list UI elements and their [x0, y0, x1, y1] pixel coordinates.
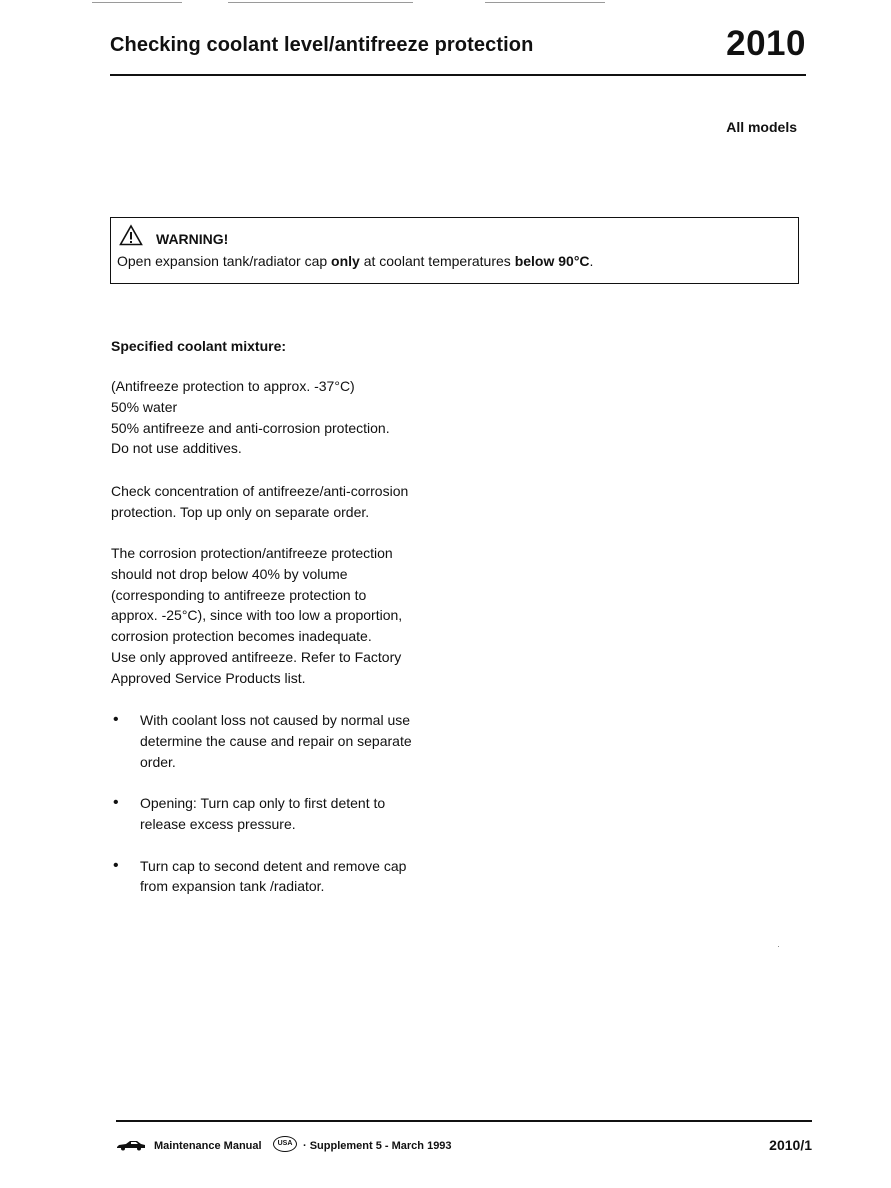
- footer-supplement: · Supplement 5 - March 1993: [303, 1140, 452, 1152]
- paragraph-line: corrosion protection becomes inadequate.: [111, 628, 372, 645]
- bullet-item: [111, 710, 412, 772]
- spec-line: Do not use additives.: [111, 440, 242, 457]
- bullet-icon: •: [113, 856, 119, 874]
- bullet-line: With coolant loss not caused by normal use: [140, 712, 411, 728]
- check-concentration-paragraph: [111, 481, 408, 523]
- warning-heading: WARNING!: [156, 231, 229, 247]
- header-divider: [110, 74, 806, 76]
- warning-text-part: .: [589, 253, 594, 269]
- bullet-line: determine the cause and repair on separate: [140, 732, 412, 749]
- page-footer: [116, 1136, 812, 1156]
- paragraph-line: approx. -25°C), since with too low a proportion,: [111, 607, 403, 624]
- spec-heading: Specified coolant mixture:: [111, 338, 287, 354]
- paragraph-line: Check concentration of antifreeze/anti-corrosion: [111, 483, 409, 499]
- footer-divider: [116, 1120, 812, 1122]
- page-title: Checking coolant level/antifreeze protection: [110, 34, 534, 56]
- warning-text-part: at coolant temperatures: [359, 253, 515, 269]
- bullet-icon: •: [113, 711, 119, 728]
- paragraph-line: The corrosion protection/antifreeze protection: [111, 545, 393, 561]
- scan-mark: [92, 2, 182, 3]
- spec-line: 50% antifreeze and anti-corrosion protection.: [111, 419, 390, 436]
- warning-triangle-icon: [119, 224, 143, 246]
- paragraph-line: should not drop below 40% by volume: [111, 565, 348, 582]
- spec-line: 50% water: [111, 398, 178, 415]
- page-number: 2010/1: [769, 1137, 812, 1153]
- warning-box: [110, 217, 799, 284]
- warning-text-part: Open expansion tank/radiator cap: [117, 253, 332, 269]
- scan-speck: [778, 946, 779, 947]
- scan-mark: [228, 2, 413, 3]
- paragraph-line: (corresponding to antifreeze protection to: [111, 586, 367, 603]
- spec-line: (Antifreeze protection to approx. -37°C): [111, 378, 355, 394]
- section-number: 2010: [726, 24, 806, 63]
- bullet-line: from expansion tank /radiator.: [140, 878, 325, 895]
- paragraph-line: Use only approved antifreeze. Refer to Factory: [111, 648, 402, 665]
- spec-mixture-block: [111, 376, 390, 459]
- paragraph-line: protection. Top up only on separate order.: [111, 503, 370, 520]
- corrosion-protection-paragraph: [111, 543, 402, 689]
- bullet-line: Opening: Turn cap only to first detent to: [140, 795, 386, 812]
- warning-emphasis-only: only: [331, 253, 360, 269]
- footer-manual-label: Maintenance Manual: [154, 1140, 262, 1152]
- bullet-icon: •: [113, 794, 119, 812]
- warning-emphasis-temperature: below 90°C: [514, 253, 590, 269]
- applicability-label: All models: [726, 119, 797, 135]
- paragraph-line: Approved Service Products list.: [111, 669, 306, 686]
- usa-badge: USA: [273, 1136, 297, 1152]
- warning-text: [117, 253, 593, 269]
- procedure-bullet-list: [111, 710, 412, 918]
- car-logo-icon: [116, 1139, 146, 1151]
- bullet-line: order.: [140, 753, 176, 770]
- bullet-line: release excess pressure.: [140, 815, 296, 832]
- bullet-line: Turn cap to second detent and remove cap: [140, 857, 407, 874]
- scan-mark: [485, 2, 605, 3]
- bullet-item: [111, 856, 412, 898]
- bullet-item: [111, 793, 412, 835]
